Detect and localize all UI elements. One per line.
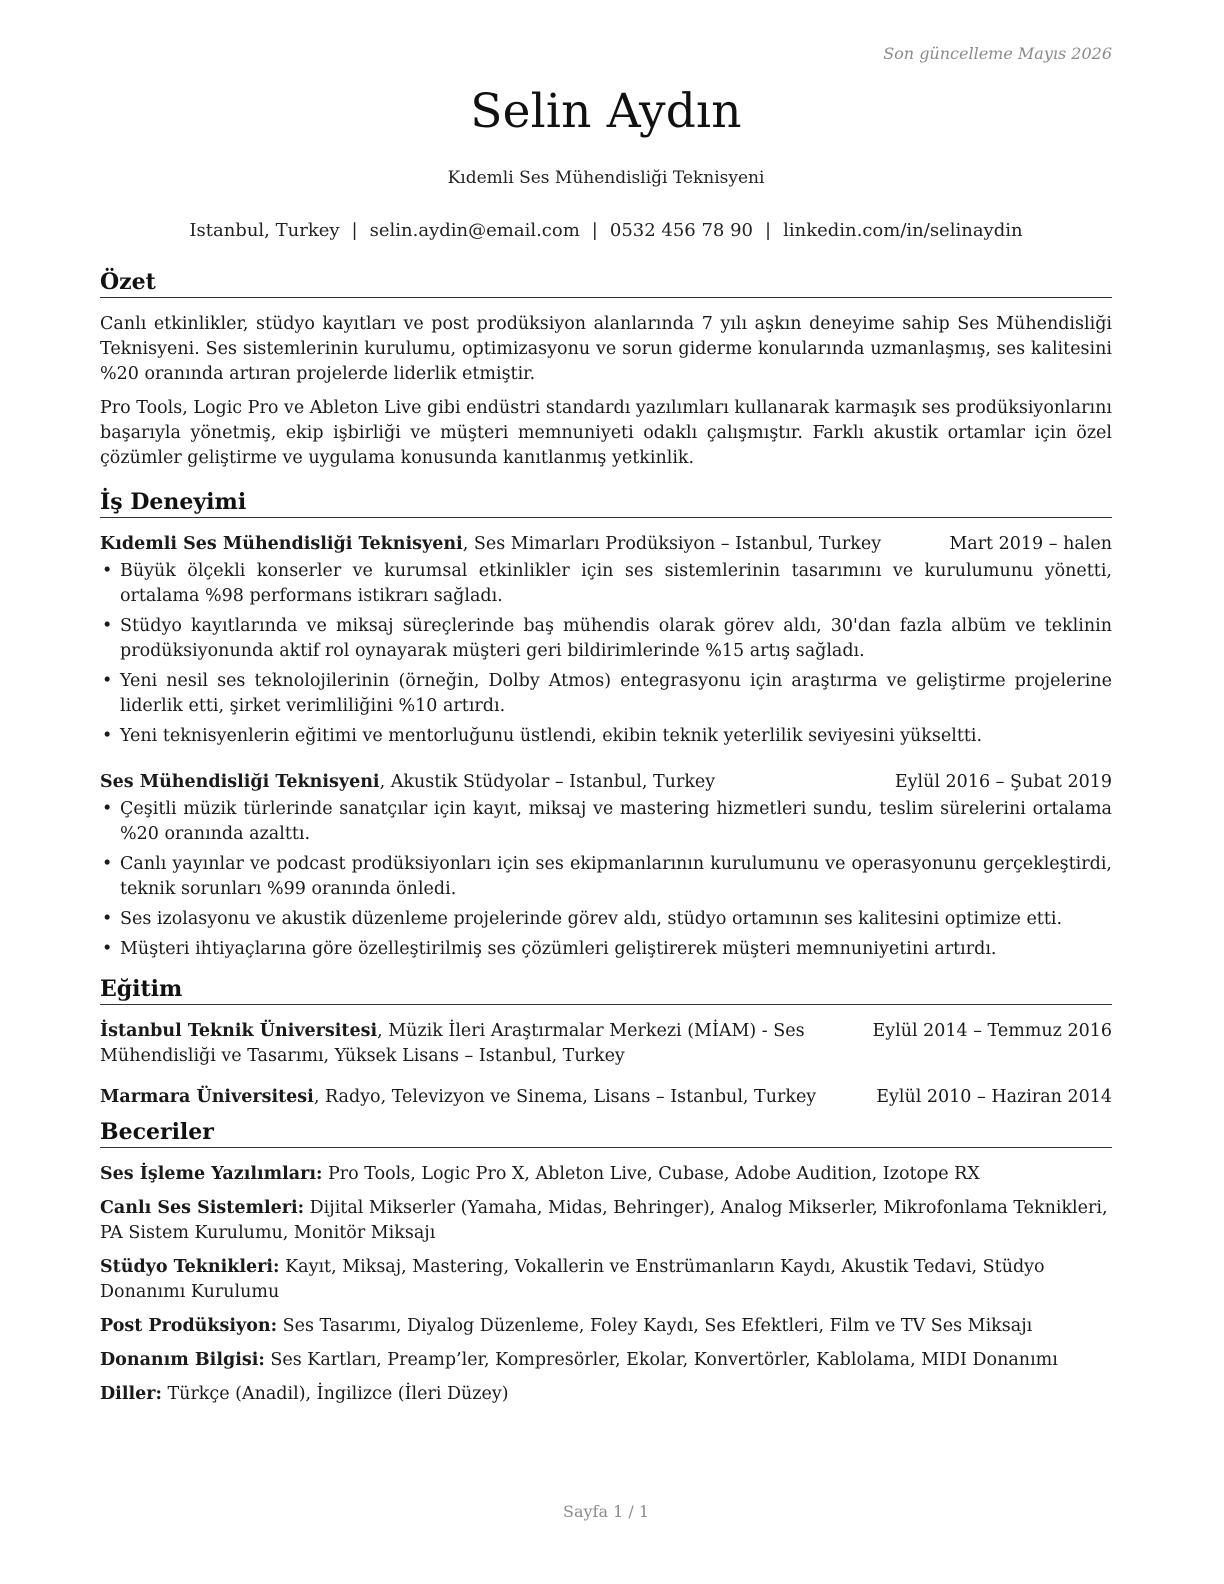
skill-row — [100, 1196, 1112, 1246]
job-entry — [100, 770, 1112, 962]
job-company: , Akustik Stüdyolar – Istanbul, Turkey — [379, 772, 716, 792]
skill-value: Ses Tasarımı, Diyalog Düzenleme, Foley Kaydı, Ses Efektleri, Film ve TV Ses Miksajı — [277, 1316, 1033, 1336]
job-company: , Ses Mimarları Prodüksiyon – Istanbul, Turkey — [462, 534, 882, 554]
education-section — [100, 977, 1112, 1110]
summary-paragraph: Pro Tools, Logic Pro ve Ableton Live gibi endüstri standardı yazılımları kullanarak karmaşık ses prodüksiyonlarını başarıyla yönetmiş, ekip işbirliği ve müşteri memnuniyeti odaklı çalışmıştır. Farklı akustik ortamlar için özel çözümler geliştirme ve uygulama konusunda kanıtlanmış yetkinlik. — [100, 398, 1112, 468]
skill-row — [100, 1348, 1112, 1373]
page-number: Sayfa 1 / 1 — [562, 1502, 649, 1521]
section-heading-skills: Beceriler — [100, 1120, 1112, 1148]
job-dates: Mart 2019 – halen — [949, 534, 1112, 554]
education-program: , Müzik İleri Araştırmalar Merkezi (MİAM) - Ses Mühendisliği ve Tasarımı, Yüksek Lisans – Istanbul, Turkey — [100, 1021, 805, 1066]
summary-paragraph: Canlı etkinlikler, stüdyo kayıtları ve post prodüksiyon alanlarında 7 yılı aşkın deneyime sahip Ses Mühendisliği Teknisyeni. Ses sistemlerinin kurulumu, optimizasyonu ve sorun giderme konularında uzmanlaşmış, ses kalitesini %20 oranında artıran projelerde liderlik etmiştir. — [100, 314, 1112, 384]
skill-value: Dijital Mikserler (Yamaha, Midas, Behringer), Analog Mikserler, Mikrofonlama Teknikleri, PA Sistem Kurulumu, Monitör Miksajı — [100, 1198, 1108, 1243]
education-school: İstanbul Teknik Üniversitesi — [100, 1021, 378, 1041]
contact-linkedin[interactable]: linkedin.com/in/selinaydin — [783, 220, 1023, 241]
contact-location: Istanbul, Turkey — [189, 220, 340, 241]
job-bullet: • Ses izolasyonu ve akustik düzenleme projelerinde görev aldı, stüdyo ortamının ses kalitesini optimize etti. — [100, 907, 1112, 932]
job-bullet: • Müşteri ihtiyaçlarına göre özelleştirilmiş ses çözümleri geliştirerek müşteri memnuniyetini artırdı. — [100, 937, 1112, 962]
job-bullets — [100, 797, 1112, 962]
job-bullet: • Yeni nesil ses teknolojilerinin (örneğin, Dolby Atmos) entegrasyonu için araştırma ve geliştirme projelerine liderlik etti, şirket verimliliğini %10 artırdı. — [100, 669, 1112, 719]
experience-section — [100, 490, 1112, 962]
skill-label: Donanım Bilgisi: — [100, 1350, 265, 1370]
job-role-company — [100, 770, 715, 795]
skill-label: Stüdyo Teknikleri: — [100, 1257, 280, 1277]
job-bullets — [100, 559, 1112, 749]
job-entry — [100, 532, 1112, 749]
contact-separator: | — [765, 220, 772, 241]
job-role: Ses Mühendisliği Teknisyeni — [100, 772, 380, 792]
summary-section — [100, 270, 1112, 471]
education-dates: Eylül 2010 – Haziran 2014 — [876, 1087, 1112, 1107]
skill-value: Türkçe (Anadil), İngilizce (İleri Düzey) — [161, 1384, 509, 1404]
contact-line — [100, 220, 1112, 241]
candidate-name: Selin Aydın — [470, 84, 742, 139]
skills-section — [100, 1120, 1112, 1407]
resume-page — [100, 0, 1112, 1584]
section-heading-experience: İş Deneyimi — [100, 490, 1112, 518]
education-dates: Eylül 2014 – Temmuz 2016 — [872, 1021, 1112, 1041]
skill-label: Ses İşleme Yazılımları: — [100, 1164, 323, 1184]
resume-body — [100, 270, 1112, 1416]
job-bullet: • Canlı yayınlar ve podcast prodüksiyonları için ses ekipmanlarının kurulumunu ve operasyonunu gerçekleştirdi, teknik sorunları %99 oranında önledi. — [100, 852, 1112, 902]
job-header — [100, 770, 1112, 795]
skill-label: Diller: — [100, 1384, 162, 1404]
job-role-company — [100, 532, 881, 557]
skill-row — [100, 1314, 1112, 1339]
contact-email[interactable]: selin.aydin@email.com — [369, 220, 580, 241]
section-heading-education: Eğitim — [100, 977, 1112, 1005]
job-bullet: • Çeşitli müzik türlerinde sanatçılar için kayıt, miksaj ve mastering hizmetleri sundu, teslim sürelerini ortalama %20 oranında azalttı. — [100, 797, 1112, 847]
education-school: Marmara Üniversitesi — [100, 1087, 314, 1107]
skill-label: Canlı Ses Sistemleri: — [100, 1198, 305, 1218]
contact-separator: | — [591, 220, 598, 241]
skill-value: Kayıt, Miksaj, Mastering, Vokallerin ve Enstrümanların Kaydı, Akustik Tedavi, Stüdyo Donanımı Kurulumu — [100, 1257, 1045, 1302]
skill-value: Pro Tools, Logic Pro X, Ableton Live, Cubase, Adobe Audition, Izotope RX — [322, 1164, 980, 1184]
education-program: , Radyo, Televizyon ve Sinema, Lisans – Istanbul, Turkey — [313, 1087, 817, 1107]
education-entry — [100, 1085, 1112, 1110]
skill-row — [100, 1162, 1112, 1187]
candidate-title: Kıdemli Ses Mühendisliği Teknisyeni — [447, 168, 765, 188]
section-heading-summary: Özet — [100, 270, 1112, 298]
job-header — [100, 532, 1112, 557]
skill-value: Ses Kartları, Preamp’ler, Kompresörler, Ekolar, Konvertörler, Kablolama, MIDI Donanımı — [264, 1350, 1058, 1370]
skill-row — [100, 1255, 1112, 1305]
contact-separator: | — [351, 220, 358, 241]
job-bullet: • Büyük ölçekli konserler ve kurumsal etkinlikler için ses sistemlerinin tasarımını ve kurulumunu yönetti, ortalama %98 performans istikrarı sağladı. — [100, 559, 1112, 609]
job-bullet: • Stüdyo kayıtlarında ve miksaj süreçlerinde baş mühendis olarak görev aldı, 30'dan fazla albüm ve teklinin prodüksiyonunda aktif rol oynayarak müşteri geri bildirimlerinde %15 artış sağladı. — [100, 614, 1112, 664]
education-entry — [100, 1019, 1112, 1069]
contact-phone: 0532 456 78 90 — [609, 220, 754, 241]
job-dates: Eylül 2016 – Şubat 2019 — [894, 772, 1112, 792]
job-bullet: • Yeni teknisyenlerin eğitimi ve mentorluğunu üstlendi, ekibin teknik yeterlilik seviyesini yükseltti. — [100, 724, 1112, 749]
job-role: Kıdemli Ses Mühendisliği Teknisyeni — [100, 534, 463, 554]
skill-label: Post Prodüksiyon: — [100, 1316, 278, 1336]
education-detail — [100, 1019, 872, 1069]
skill-row — [100, 1382, 1112, 1407]
last-updated: Son güncelleme Mayıs 2026 — [883, 44, 1112, 63]
education-detail — [100, 1085, 876, 1110]
